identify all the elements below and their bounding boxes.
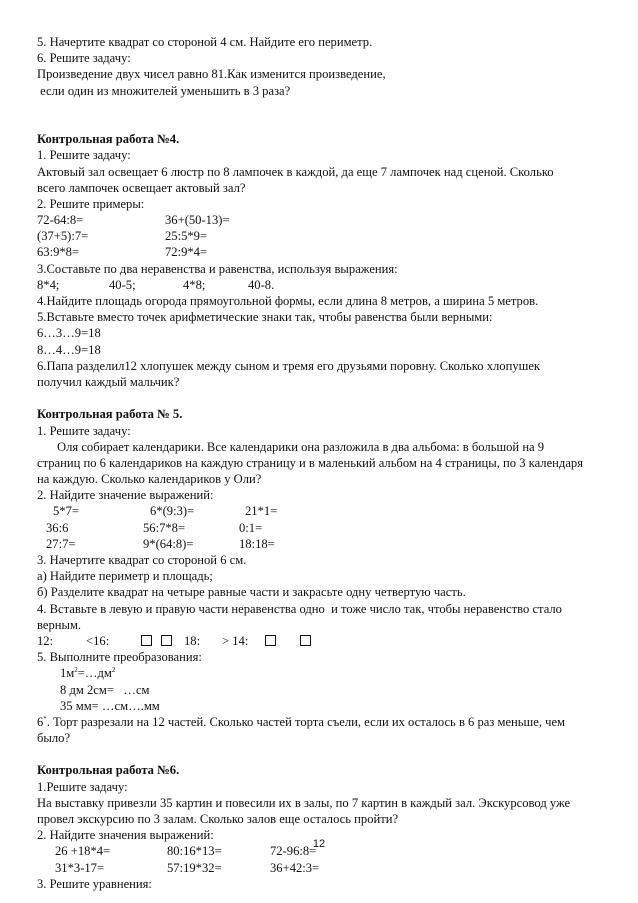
- k4-example-row: 63:9*8= 72:9*4=: [37, 245, 208, 260]
- k5-task-5-line-1: $1м^2=\dots дм^2$: [60, 666, 116, 681]
- document-page: [37, 34, 612, 892]
- task-6: 6. Решите задачу:: [37, 51, 131, 66]
- k5-example-row: 5*7= 6*(9:3)= 21*1=: [53, 504, 278, 519]
- k4-example-row: (37+5):7= 25:5*9=: [37, 229, 208, 244]
- k5-task-1-line-3: на каждую. Сколько календариков у Оли?: [37, 472, 262, 487]
- k4-task-1: 1. Решите задачу:: [37, 148, 131, 163]
- section-title-5: Контрольная работа № 5.: [37, 407, 183, 422]
- k4-task-6-line-2: получил каждый мальчик?: [37, 374, 180, 389]
- k5-example-row: 36:6 56:7*8= 0:1=: [46, 520, 263, 535]
- k4-task-2: 2. Решите примеры:: [37, 196, 145, 211]
- k5-task-6-line-1: 6*. Торт разрезали на 12 частей. Сколько частей торта съели, если их осталось в 6 раз меньше, чем: [37, 714, 566, 729]
- k5-task-1-line-1: Оля собирает календарики. Все календарики она разложила в два альбома: в большой на 9: [57, 439, 545, 454]
- k6-task-2: 2. Найдите значения выражений:: [37, 828, 214, 843]
- k4-task-1-line-1: Актовый зал освещает 6 люстр по 8 лампочек в каждой, да еще 7 лампочек над сценой. Сколько: [37, 164, 554, 179]
- k5-task-4-line-1: 4. Вставьте в левую и правую части неравенства одно и тоже число так, чтобы неравенство стало: [37, 601, 562, 616]
- k6-task-1-line-1: На выставку привезли 35 картин и повесили их в залы, по 7 картин в каждый зал. Экскурсовод уже: [37, 795, 571, 810]
- k6-example-row: 31*3-17= 57:19*32= 36+42:3=: [55, 860, 320, 875]
- k4-task-4: 4.Найдите площадь огорода прямоугольной формы, если длина 8 метров, а ширина 5 метров.: [37, 294, 539, 308]
- k6-example-row: 26 +18*4= 80:16*13= 72-96:8=: [55, 844, 317, 859]
- answer-box: [300, 635, 311, 646]
- answer-box: [265, 635, 276, 646]
- k4-task-3: 3.Составьте по два неравенства и равенства, используя выражения:: [37, 261, 398, 276]
- section-title-4: Контрольная работа №4.: [37, 132, 180, 147]
- k5-task-1-line-2: страниц по 6 календариков на каждую страницу и в маленький альбом на 4 страницы, по 3 календаря: [37, 455, 584, 470]
- k5-task-5: 5. Выполните преобразования:: [37, 650, 202, 665]
- k6-task-3: 3. Решите уравнения:: [37, 876, 152, 891]
- k4-example-row: 72-64:8= 36+(50-13)=: [37, 213, 230, 228]
- k5-task-3: 3. Начертите квадрат со стороной 6 см.: [37, 553, 247, 567]
- k4-task-3-items: 8*4; 40-5; 4*8; 40-8.: [37, 277, 275, 292]
- k4-task-6-line-1: 6.Папа разделил12 хлопушек между сыном и тремя его друзьями поровну. Сколько хлопушек: [37, 358, 541, 373]
- k5-task-3b: б) Разделите квадрат на четыре равные части и закрасьте одну четвертую часть.: [37, 585, 466, 600]
- k4-task-5: 5.Вставьте вместо точек арифметические знаки так, чтобы равенства были верными:: [37, 310, 493, 325]
- k5-task-5-line-2: 8 дм 2см= …см: [60, 682, 150, 697]
- k6-task-1-line-2: провел экскурсию по 3 залам. Сколько залов еще осталось пройти?: [37, 812, 399, 826]
- k5-task-1: 1. Решите задачу:: [37, 423, 131, 438]
- k4-task-5-line-1: 6…3…9=18: [37, 326, 101, 341]
- section-title-6: Контрольная работа №6.: [37, 763, 180, 778]
- k5-task-3a: а) Найдите периметр и площадь;: [37, 569, 213, 584]
- k5-task-2: 2. Найдите значение выражений:: [37, 488, 214, 503]
- task-6-line-2: если один из множителей уменьшить в 3 раза?: [37, 83, 291, 98]
- k5-task-4-inequality: 12: <16: 18: > 14:: [37, 633, 612, 649]
- k5-task-5-line-3: 35 мм= …см….мм: [60, 698, 160, 713]
- k6-task-1: 1.Решите задачу:: [37, 779, 128, 794]
- k4-task-5-line-2: 8…4…9=18: [37, 342, 101, 357]
- k5-task-4-line-2: верным.: [37, 617, 82, 632]
- k4-task-1-line-2: всего лампочек освещает актовый зал?: [37, 180, 246, 195]
- task-6-line-1: Произведение двух чисел равно 81.Как изменится произведение,: [37, 67, 386, 82]
- k5-task-6-line-2: было?: [37, 731, 71, 746]
- answer-box: [161, 635, 172, 646]
- task-5: 5. Начертите квадрат со стороной 4 см. Найдите его периметр.: [37, 35, 373, 49]
- page-number: 12: [312, 838, 326, 850]
- k5-example-row: 27:7= 9*(64:8)= 18:18=: [46, 536, 275, 551]
- answer-box: [141, 635, 152, 646]
